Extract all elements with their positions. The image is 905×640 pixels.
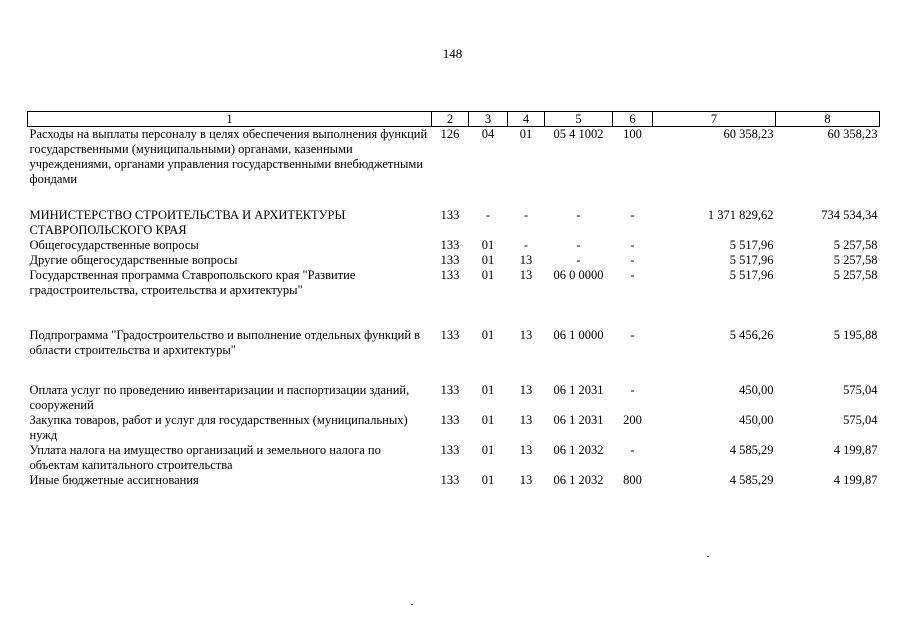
cell-c3: 01 (481, 328, 495, 342)
row-name: Уплата налога на имущество организаций и земельного налога по объектам капитального строительства (29, 443, 381, 472)
cell-c5: 06 1 2032 (553, 443, 604, 457)
column-header: 3 (469, 112, 508, 127)
cell-c4: - (523, 238, 529, 252)
column-header: 5 (545, 112, 613, 127)
table-row (28, 208, 880, 238)
spacer-row (28, 187, 880, 208)
table-row (28, 328, 880, 358)
cell-c8: 4 199,87 (833, 443, 878, 457)
cell-c7: 60 358,23 (723, 127, 774, 141)
cell-c6: - (630, 328, 635, 342)
cell-c3: 01 (481, 473, 495, 487)
cell-c4: 13 (519, 253, 533, 267)
cell-c2: 133 (440, 208, 460, 222)
column-header: 7 (653, 112, 776, 127)
cell-c8: 575,04 (843, 383, 878, 397)
cell-c8: 5 257,58 (833, 253, 878, 267)
cell-c8: 4 199,87 (833, 473, 878, 487)
page-number: 148 (442, 46, 463, 61)
cell-c7: 450,00 (739, 383, 774, 397)
cell-c5: 06 1 2031 (553, 413, 604, 427)
cell-c5: 05 4 1002 (553, 127, 604, 141)
cell-c4: 13 (519, 443, 533, 457)
cell-c6: 800 (623, 473, 642, 487)
table-row (28, 473, 880, 488)
cell-c5: 06 1 2031 (553, 383, 604, 397)
row-name: Иные бюджетные ассигнования (29, 473, 199, 487)
cell-c6: - (630, 443, 635, 457)
row-name: Другие общегосударственные вопросы (29, 253, 238, 267)
cell-c7: 5 517,96 (729, 268, 774, 282)
row-name: Общегосударственные вопросы (29, 238, 199, 252)
spacer-row (28, 358, 880, 383)
cell-c2: 126 (440, 127, 460, 141)
cell-c7: 5 517,96 (729, 238, 774, 252)
cell-c5: - (576, 238, 581, 252)
cell-c7: 5 456,26 (729, 328, 774, 342)
row-name: Расходы на выплаты персоналу в целях обеспечения выполнения функций государственными (муниципальными) органами, казенными учреждениями, органами управления государственными внебюджетными фондами (29, 127, 428, 186)
column-header: 2 (432, 112, 469, 127)
cell-c7: 1 371 829,62 (707, 208, 774, 222)
table-row (28, 127, 880, 188)
cell-c7: 4 585,29 (729, 473, 774, 487)
cell-c3: 04 (481, 127, 495, 141)
spacer-row (28, 298, 880, 328)
cell-c3: 01 (481, 413, 495, 427)
cell-c4: - (523, 208, 529, 222)
cell-c4: 13 (519, 383, 533, 397)
cell-c8: 5 195,88 (833, 328, 878, 342)
cell-c6: - (630, 238, 635, 252)
cell-c4: 13 (519, 328, 533, 342)
cell-c3: 01 (481, 268, 495, 282)
scan-speck (707, 556, 709, 557)
cell-c2: 133 (440, 238, 460, 252)
cell-c2: 133 (440, 443, 460, 457)
cell-c6: 100 (623, 127, 642, 141)
cell-c5: 06 1 2032 (553, 473, 604, 487)
table-row (28, 383, 880, 413)
column-header: 4 (508, 112, 545, 127)
cell-c8: 5 257,58 (833, 268, 878, 282)
cell-c2: 133 (440, 473, 460, 487)
cell-c2: 133 (440, 253, 460, 267)
cell-c8: 5 257,58 (833, 238, 878, 252)
cell-c6: 200 (623, 413, 642, 427)
cell-c8: 734 534,34 (821, 208, 878, 222)
cell-c5: - (576, 253, 581, 267)
cell-c3: 01 (481, 238, 495, 252)
row-name: Оплата услуг по проведению инвентаризации и паспортизации зданий, сооружений (29, 383, 410, 412)
cell-c3: 01 (481, 383, 495, 397)
row-name: Государственная программа Ставропольского края "Развитие градостроительства, строительства и архитектуры" (29, 268, 356, 297)
cell-c2: 133 (440, 328, 460, 342)
table-header-row (28, 112, 880, 127)
table-row (28, 238, 880, 253)
table-row (28, 253, 880, 268)
cell-c7: 450,00 (739, 413, 774, 427)
column-header: 8 (776, 112, 880, 127)
scan-speck (411, 604, 413, 605)
cell-c2: 133 (440, 383, 460, 397)
cell-c7: 5 517,96 (729, 253, 774, 267)
cell-c8: 60 358,23 (827, 127, 878, 141)
cell-c2: 133 (440, 413, 460, 427)
row-name: МИНИСТЕРСТВО СТРОИТЕЛЬСТВА И АРХИТЕКТУРЫ СТАВРОПОЛЬСКОГО КРАЯ (29, 208, 346, 237)
column-header: 6 (613, 112, 653, 127)
row-name: Подпрограмма "Градостроительство и выполнение отдельных функций в области строительства и архитектуры" (29, 328, 421, 357)
cell-c6: - (630, 383, 635, 397)
cell-c3: 01 (481, 443, 495, 457)
budget-table (27, 111, 880, 488)
cell-c4: 01 (519, 127, 533, 141)
cell-c6: - (630, 253, 635, 267)
cell-c8: 575,04 (843, 413, 878, 427)
cell-c6: - (630, 208, 635, 222)
cell-c4: 13 (519, 413, 533, 427)
table-row (28, 443, 880, 473)
cell-c5: 06 1 0000 (553, 328, 604, 342)
column-header: 1 (28, 112, 432, 127)
cell-c4: 13 (519, 473, 533, 487)
cell-c3: 01 (481, 253, 495, 267)
row-name: Закупка товаров, работ и услуг для государственных (муниципальных) нужд (29, 413, 408, 442)
cell-c4: 13 (519, 268, 533, 282)
cell-c7: 4 585,29 (729, 443, 774, 457)
table-row (28, 268, 880, 298)
cell-c3: - (485, 208, 491, 222)
cell-c2: 133 (440, 268, 460, 282)
cell-c5: - (576, 208, 581, 222)
cell-c5: 06 0 0000 (553, 268, 604, 282)
cell-c6: - (630, 268, 635, 282)
table-row (28, 413, 880, 443)
